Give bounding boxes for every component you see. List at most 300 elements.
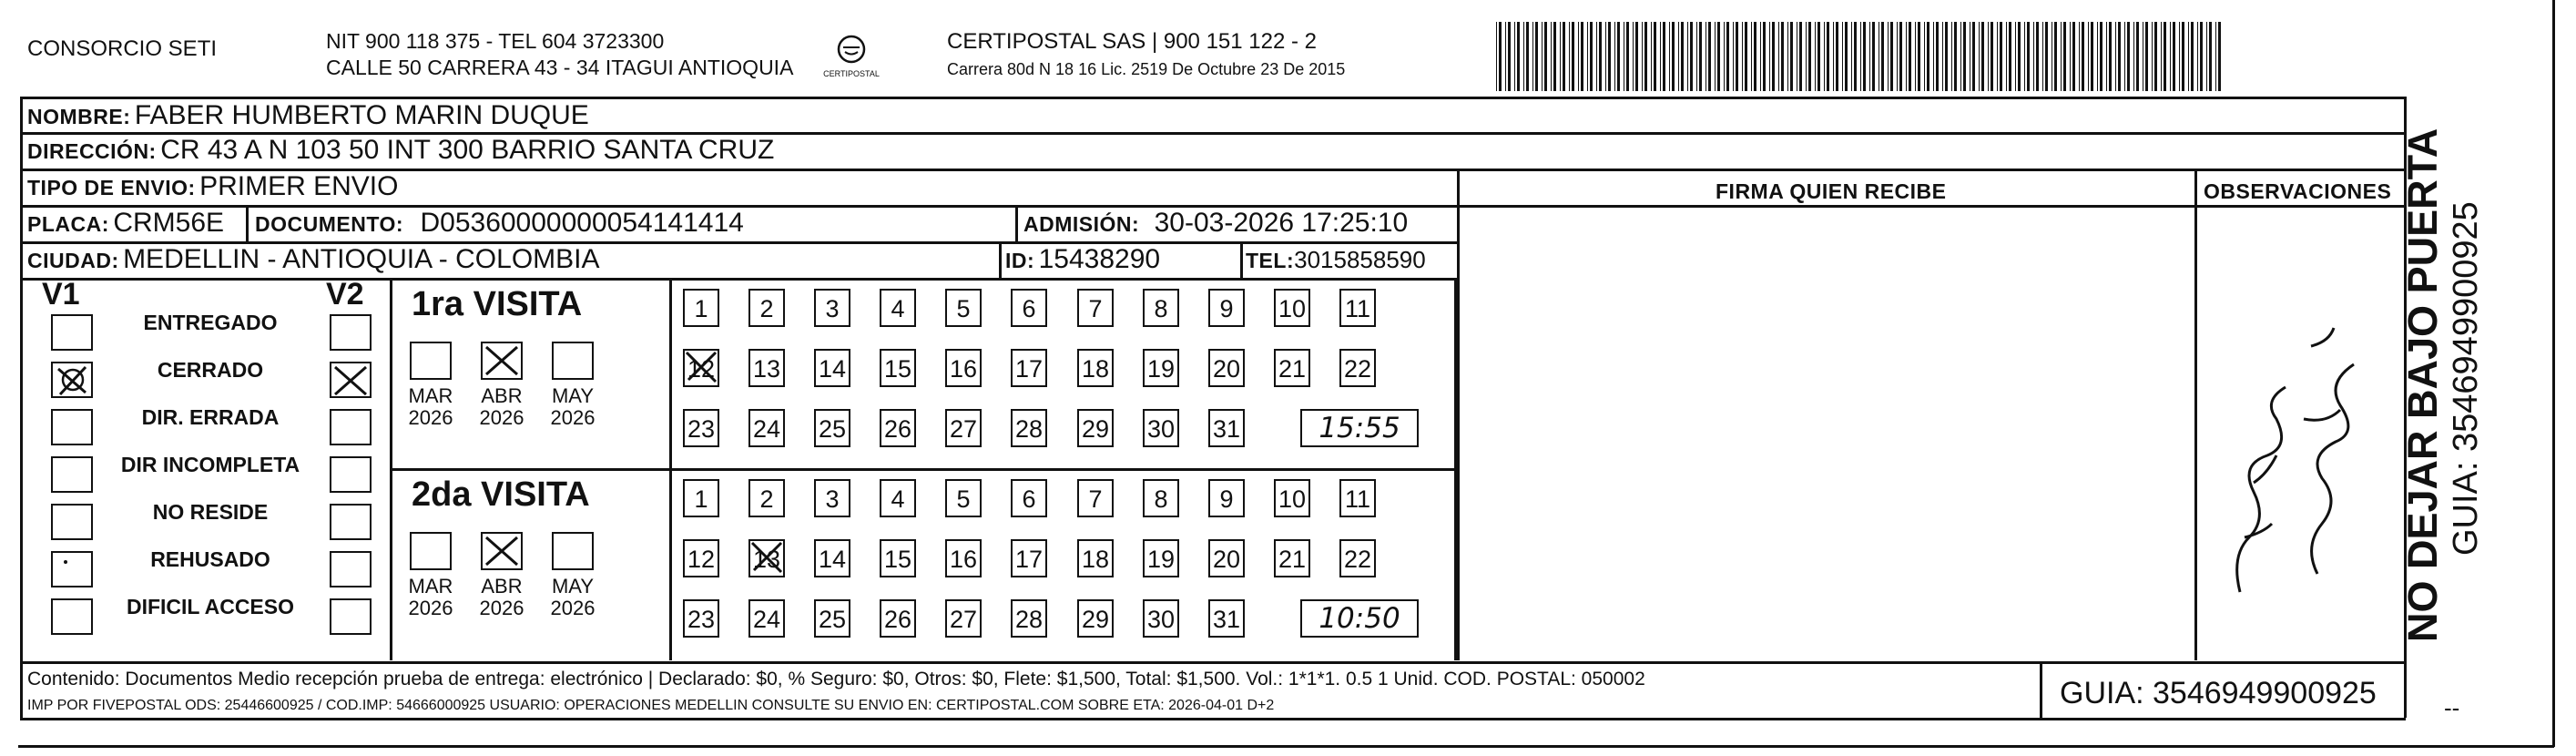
barcode-bar <box>1906 22 1907 91</box>
barcode-bar <box>1705 22 1706 91</box>
day-box[interactable]: 26 <box>880 599 916 638</box>
day-number: 13 <box>752 546 781 573</box>
barcode-bar <box>1535 22 1538 91</box>
rule <box>20 278 1459 281</box>
day-box[interactable]: 20 <box>1208 349 1245 387</box>
barcode-bar <box>1881 22 1884 91</box>
v2-header: V2 <box>326 277 364 312</box>
barcode-bar <box>1563 22 1565 91</box>
rule <box>1240 241 1243 278</box>
barcode-bar <box>1751 22 1752 91</box>
barcode-bar <box>1505 22 1506 91</box>
barcode-bar <box>2070 22 2071 91</box>
barcode-bar <box>1951 22 1952 91</box>
day-box[interactable]: 13 <box>748 349 785 387</box>
barcode-bar <box>1560 22 1561 91</box>
rule <box>2040 661 2042 718</box>
send-type-label: TIPO DE ENVIO: <box>27 176 196 199</box>
barcode-bar <box>1532 22 1533 91</box>
barcode-bar <box>1663 22 1665 91</box>
barcode-bar <box>2100 22 2103 91</box>
v2-checkbox[interactable] <box>330 551 372 587</box>
day-box[interactable]: 31 <box>1208 409 1245 447</box>
barcode-bar <box>2036 22 2039 91</box>
rule <box>20 661 23 718</box>
document-value: D05360000000054141414 <box>420 208 744 238</box>
day-box[interactable]: 8 <box>1143 479 1179 517</box>
barcode-bar <box>2164 22 2166 91</box>
barcode-bar <box>1708 22 1711 91</box>
reason-label: DIR INCOMPLETA <box>120 453 300 476</box>
month-label <box>470 385 534 429</box>
rule <box>1015 205 1018 243</box>
day-box[interactable]: 11 <box>1339 479 1376 517</box>
barcode-bar <box>1979 22 1980 91</box>
visit-time-field[interactable]: 10:50 <box>1300 599 1419 638</box>
barcode-bar <box>1918 22 1920 91</box>
tel-value: 3015858590 <box>1294 246 1426 273</box>
rule <box>2194 169 2197 660</box>
company-name: CONSORCIO SETI <box>27 36 218 61</box>
barcode-bar <box>1726 22 1729 91</box>
day-box[interactable]: 27 <box>945 409 982 447</box>
barcode-bar <box>2218 22 2221 91</box>
barcode-bar <box>2088 22 2089 91</box>
day-box[interactable]: 25 <box>814 409 850 447</box>
barcode-bar <box>1869 22 1870 91</box>
check-mark-icon <box>331 363 370 396</box>
barcode-bar <box>2082 22 2084 91</box>
barcode-bar <box>1808 22 1811 91</box>
visit2-title: 2da VISITA <box>412 475 590 514</box>
day-box[interactable]: 6 <box>1011 479 1047 517</box>
id-label: ID: <box>1005 249 1035 272</box>
day-box[interactable]: 31 <box>1208 599 1245 638</box>
reason-label: CERRADO <box>157 358 264 382</box>
barcode-bar <box>1845 22 1848 91</box>
barcode-bar <box>1617 22 1620 91</box>
barcode-bar <box>1590 22 1593 91</box>
address-row <box>27 135 774 166</box>
content-line: Contenido: Documentos Medio recepción prueba de entrega: electrónico | Declarado: $0, % Seguro: $0, Otros: $0, Flete: $1,500, Total: $1,500. Vol.: 1*1*1. 0.5 1 Unid. COD. POSTAL: 050002 <box>27 669 1645 690</box>
reason-label: ENTREGADO <box>143 311 278 334</box>
day-box[interactable]: 28 <box>1011 409 1047 447</box>
tel-label: TEL: <box>1246 249 1295 272</box>
day-box[interactable]: 20 <box>1208 539 1245 577</box>
check-mark-icon <box>681 347 721 387</box>
day-box[interactable]: 7 <box>1077 289 1114 327</box>
day-box[interactable] <box>748 539 785 577</box>
barcode-bar <box>1599 22 1602 91</box>
barcode-bar <box>1614 22 1615 91</box>
barcode-bar <box>2145 22 2148 91</box>
month-label <box>399 385 463 429</box>
barcode-bar <box>1605 22 1606 91</box>
barcode-bar <box>1863 22 1866 91</box>
barcode-bar <box>1772 22 1775 91</box>
barcode-bar <box>1508 22 1511 91</box>
barcode-bar <box>1981 22 1984 91</box>
barcode-bar <box>1897 22 1898 91</box>
day-box[interactable]: 23 <box>683 409 719 447</box>
outer-right-line <box>2552 0 2555 747</box>
barcode-bar <box>2133 22 2134 91</box>
day-box[interactable]: 17 <box>1011 539 1047 577</box>
day-box[interactable]: 2 <box>748 479 785 517</box>
barcode-bar <box>1572 22 1574 91</box>
day-box[interactable]: 22 <box>1339 349 1376 387</box>
barcode-bar <box>1915 22 1916 91</box>
nit-line: NIT 900 118 375 - TEL 604 3723300 <box>326 29 665 53</box>
id-value: 15438290 <box>1038 244 1161 274</box>
month-checkbox[interactable] <box>552 342 594 380</box>
barcode-bar <box>1626 22 1629 91</box>
day-box[interactable]: 22 <box>1339 539 1376 577</box>
barcode-bar <box>1787 22 1788 91</box>
barcode-bar <box>2072 22 2075 91</box>
rule <box>20 97 23 663</box>
barcode-bar <box>1833 22 1834 91</box>
barcode-bar <box>1736 22 1738 91</box>
day-box[interactable]: 24 <box>748 599 785 638</box>
day-box[interactable]: 18 <box>1077 539 1114 577</box>
day-box[interactable]: 25 <box>814 599 850 638</box>
barcode-bar <box>2215 22 2216 91</box>
v2-checkbox[interactable] <box>330 314 372 351</box>
day-box[interactable]: 9 <box>1208 289 1245 327</box>
barcode-bar <box>1860 22 1861 91</box>
check-mark-icon <box>747 537 787 577</box>
admission-value: 30-03-2026 17:25:10 <box>1154 208 1409 238</box>
barcode-bar <box>1806 22 1807 91</box>
day-box[interactable]: 8 <box>1143 289 1179 327</box>
day-box[interactable]: 19 <box>1143 349 1179 387</box>
barcode-bar <box>2188 22 2189 91</box>
barcode-bar <box>1854 22 1857 91</box>
month-checkbox[interactable] <box>481 532 523 570</box>
barcode-bar <box>2045 22 2048 91</box>
day-box[interactable]: 14 <box>814 539 850 577</box>
barcode-bar <box>1924 22 1925 91</box>
month-name: MAY <box>551 384 595 407</box>
day-box[interactable]: 7 <box>1077 479 1114 517</box>
address-line: CALLE 50 CARRERA 43 - 34 ITAGUI ANTIOQUIA <box>326 56 794 79</box>
barcode-bar <box>1963 22 1966 91</box>
barcode <box>1496 22 2225 91</box>
address-value: CR 43 A N 103 50 INT 300 BARRIO SANTA CRUZ <box>160 135 775 165</box>
barcode-bar <box>2173 22 2175 91</box>
barcode-bar <box>1681 22 1684 91</box>
day-box[interactable]: 4 <box>880 479 916 517</box>
check-mark-icon <box>53 363 91 396</box>
barcode-bar <box>1824 22 1825 91</box>
barcode-bar <box>1553 22 1556 91</box>
barcode-bar <box>1960 22 1961 91</box>
day-box[interactable]: 15 <box>880 349 916 387</box>
barcode-bar <box>2027 22 2030 91</box>
barcode-bar <box>2124 22 2125 91</box>
reason-label: NO RESIDE <box>152 500 269 524</box>
barcode-bar <box>1909 22 1911 91</box>
check-mark-icon <box>483 343 521 378</box>
barcode-bar <box>1936 22 1939 91</box>
barcode-bar <box>1608 22 1611 91</box>
day-box[interactable]: 30 <box>1143 599 1179 638</box>
barcode-bar <box>1635 22 1638 91</box>
barcode-bar <box>2206 22 2207 91</box>
barcode-bar <box>1651 22 1652 91</box>
barcode-bar <box>1754 22 1756 91</box>
barcode-bar <box>1642 22 1643 91</box>
rule <box>999 241 1002 278</box>
barcode-bar <box>1569 22 1570 91</box>
barcode-bar <box>1760 22 1761 91</box>
day-box[interactable]: 27 <box>945 599 982 638</box>
month-name: MAR <box>408 384 453 407</box>
v2-checkbox[interactable] <box>330 598 372 635</box>
month-year: 2026 <box>408 406 453 429</box>
rule <box>392 468 1457 471</box>
barcode-bar <box>2200 22 2203 91</box>
barcode-bar <box>1942 22 1943 91</box>
barcode-bar <box>1696 22 1697 91</box>
day-box[interactable]: 9 <box>1208 479 1245 517</box>
barcode-bar <box>1499 22 1502 91</box>
barcode-bar <box>2191 22 2194 91</box>
day-box[interactable]: 2 <box>748 289 785 327</box>
barcode-bar <box>1954 22 1957 91</box>
day-box[interactable]: 21 <box>1274 349 1310 387</box>
send-type-value: PRIMER ENVIO <box>199 171 399 201</box>
barcode-bar <box>1842 22 1843 91</box>
city-row <box>27 244 600 275</box>
day-box[interactable]: 23 <box>683 599 719 638</box>
day-box[interactable]: 3 <box>814 479 850 517</box>
barcode-bar <box>2054 22 2057 91</box>
month-name: MAY <box>551 575 595 598</box>
barcode-bar <box>1526 22 1529 91</box>
visit1-title: 1ra VISITA <box>412 285 583 323</box>
admission-label: ADMISIÓN: <box>1023 212 1140 236</box>
day-box[interactable]: 19 <box>1143 539 1179 577</box>
barcode-bar <box>1945 22 1948 91</box>
v2-checkbox[interactable] <box>330 409 372 445</box>
barcode-bar <box>1799 22 1802 91</box>
day-box[interactable]: 29 <box>1077 409 1114 447</box>
barcode-bar <box>2109 22 2112 91</box>
month-checkbox[interactable] <box>552 532 594 570</box>
side-dash: -- <box>2444 694 2460 721</box>
barcode-bar <box>2115 22 2116 91</box>
barcode-bar <box>1699 22 1702 91</box>
barcode-bar <box>1581 22 1583 91</box>
day-box[interactable]: 1 <box>683 479 719 517</box>
barcode-bar <box>1763 22 1766 91</box>
rule <box>20 661 2406 664</box>
barcode-bar <box>1742 22 1743 91</box>
visit-time-field[interactable]: 15:55 <box>1300 409 1419 447</box>
plate-label: PLACA: <box>27 212 109 236</box>
day-box[interactable]: 30 <box>1143 409 1179 447</box>
send-type-row <box>27 171 398 202</box>
carrier-sub: Carrera 80d N 18 16 Lic. 2519 De Octubre 23 De 2015 <box>947 60 1346 78</box>
day-number: 12 <box>687 355 716 383</box>
month-year: 2026 <box>479 597 524 619</box>
imp-line: IMP POR FIVEPOSTAL ODS: 25446600925 / COD.IMP: 54666000925 USUARIO: OPERACIONES MEDELLIN CONSULTE SU ENVIO EN: CERTIPOSTAL.COM SOBRE ETA: 2026-04-01 D+2 <box>27 698 1275 713</box>
barcode-bar <box>1660 22 1661 91</box>
day-box[interactable]: 14 <box>814 349 850 387</box>
day-box[interactable]: 12 <box>683 539 719 577</box>
day-box[interactable]: 15 <box>880 539 916 577</box>
v2-checkbox[interactable] <box>330 456 372 493</box>
day-box[interactable]: 29 <box>1077 599 1114 638</box>
barcode-bar <box>1578 22 1579 91</box>
month-year: 2026 <box>550 406 596 429</box>
v2-checkbox[interactable] <box>330 504 372 540</box>
barcode-bar <box>1596 22 1597 91</box>
barcode-bar <box>2079 22 2080 91</box>
day-box[interactable]: 5 <box>945 289 982 327</box>
rule <box>246 205 249 243</box>
footer-guia: GUIA: 3546949900925 <box>2060 676 2377 710</box>
tel-row <box>1246 246 1426 274</box>
name-label: NOMBRE: <box>27 105 131 128</box>
side-warning: NO DEJAR BAJO PUERTA <box>2399 128 2446 642</box>
barcode-bar <box>1724 22 1725 91</box>
barcode-bar <box>1851 22 1852 91</box>
barcode-bar <box>1745 22 1747 91</box>
barcode-bar <box>1717 22 1720 91</box>
day-box[interactable]: 11 <box>1339 289 1376 327</box>
barcode-bar <box>1672 22 1675 91</box>
barcode-bar <box>1654 22 1656 91</box>
barcode-bar <box>1523 22 1524 91</box>
barcode-bar <box>1899 22 1902 91</box>
month-checkbox[interactable] <box>481 342 523 380</box>
barcode-bar <box>1644 22 1647 91</box>
barcode-bar <box>1514 22 1515 91</box>
day-box[interactable]: 10 <box>1274 289 1310 327</box>
barcode-bar <box>2024 22 2025 91</box>
barcode-bar <box>1496 22 1497 91</box>
reason-label: DIR. ERRADA <box>141 405 280 429</box>
barcode-bar <box>2097 22 2098 91</box>
month-checkbox[interactable] <box>410 532 452 570</box>
address-label: DIRECCIÓN: <box>27 139 157 163</box>
reason-label: DIFICIL ACCESO <box>126 595 294 618</box>
barcode-bar <box>2209 22 2212 91</box>
barcode-bar <box>2154 22 2157 91</box>
barcode-bar <box>1733 22 1734 91</box>
day-box[interactable]: 21 <box>1274 539 1310 577</box>
document-label: DOCUMENTO: <box>255 212 404 236</box>
barcode-bar <box>1678 22 1679 91</box>
side-guia: GUIA: 3546949900925 <box>2447 201 2485 556</box>
day-box[interactable]: 16 <box>945 349 982 387</box>
barcode-bar <box>2127 22 2130 91</box>
day-box[interactable]: 3 <box>814 289 850 327</box>
reason-label: REHUSADO <box>150 547 270 571</box>
month-year: 2026 <box>408 597 453 619</box>
day-box[interactable]: 10 <box>1274 479 1310 517</box>
barcode-bar <box>2033 22 2034 91</box>
day-box[interactable]: 24 <box>748 409 785 447</box>
barcode-bar <box>1687 22 1688 91</box>
barcode-bar <box>1769 22 1770 91</box>
day-box[interactable] <box>683 349 719 387</box>
day-box[interactable]: 26 <box>880 409 916 447</box>
day-box[interactable]: 18 <box>1077 349 1114 387</box>
day-box[interactable]: 28 <box>1011 599 1047 638</box>
month-label <box>541 385 605 429</box>
barcode-bar <box>1790 22 1793 91</box>
barcode-bar <box>2063 22 2066 91</box>
barcode-bar <box>2000 22 2002 91</box>
rule <box>20 97 2406 99</box>
month-name: MAR <box>408 575 453 598</box>
barcode-bar <box>1927 22 1929 91</box>
day-box[interactable]: 16 <box>945 539 982 577</box>
certipostal-logo <box>820 31 883 86</box>
day-box[interactable]: 5 <box>945 479 982 517</box>
carrier-line: CERTIPOSTAL SAS | 900 151 122 - 2 <box>947 29 1317 54</box>
barcode-bar <box>2061 22 2062 91</box>
outer-bottom-line <box>18 745 2554 748</box>
name-row <box>27 100 589 131</box>
barcode-bar <box>1690 22 1693 91</box>
month-name: ABR <box>481 384 523 407</box>
v1-header: V1 <box>42 277 80 312</box>
barcode-bar <box>2106 22 2107 91</box>
day-box[interactable]: 4 <box>880 289 916 327</box>
barcode-bar <box>1781 22 1784 91</box>
month-checkbox[interactable] <box>410 342 452 380</box>
day-box[interactable]: 17 <box>1011 349 1047 387</box>
city-label: CIUDAD: <box>27 249 119 272</box>
barcode-bar <box>2009 22 2011 91</box>
plate-value: CRM56E <box>113 208 225 238</box>
observaciones-label: OBSERVACIONES <box>2204 179 2392 203</box>
month-name: ABR <box>481 575 523 598</box>
check-mark-icon <box>483 534 521 568</box>
day-box[interactable]: 6 <box>1011 289 1047 327</box>
barcode-bar <box>2118 22 2121 91</box>
barcode-bar <box>1890 22 1893 91</box>
barcode-bar <box>1517 22 1520 91</box>
barcode-bar <box>2179 22 2180 91</box>
barcode-bar <box>1991 22 1993 91</box>
month-year: 2026 <box>550 597 596 619</box>
barcode-bar <box>2018 22 2021 91</box>
barcode-bar <box>1551 22 1552 91</box>
rule <box>1457 169 1460 660</box>
document-row <box>255 208 744 239</box>
id-row <box>1005 244 1160 275</box>
barcode-bar <box>2042 22 2043 91</box>
barcode-bar <box>1988 22 1989 91</box>
v2-checkbox[interactable] <box>330 362 372 398</box>
barcode-bar <box>1836 22 1838 91</box>
barcode-bar <box>2136 22 2139 91</box>
barcode-bar <box>2006 22 2007 91</box>
barcode-bar <box>2091 22 2093 91</box>
month-label <box>399 576 463 619</box>
day-box[interactable]: 1 <box>683 289 719 327</box>
barcode-bar <box>2197 22 2198 91</box>
barcode-bar <box>2170 22 2171 91</box>
barcode-bar <box>1817 22 1820 91</box>
barcode-bar <box>1633 22 1634 91</box>
